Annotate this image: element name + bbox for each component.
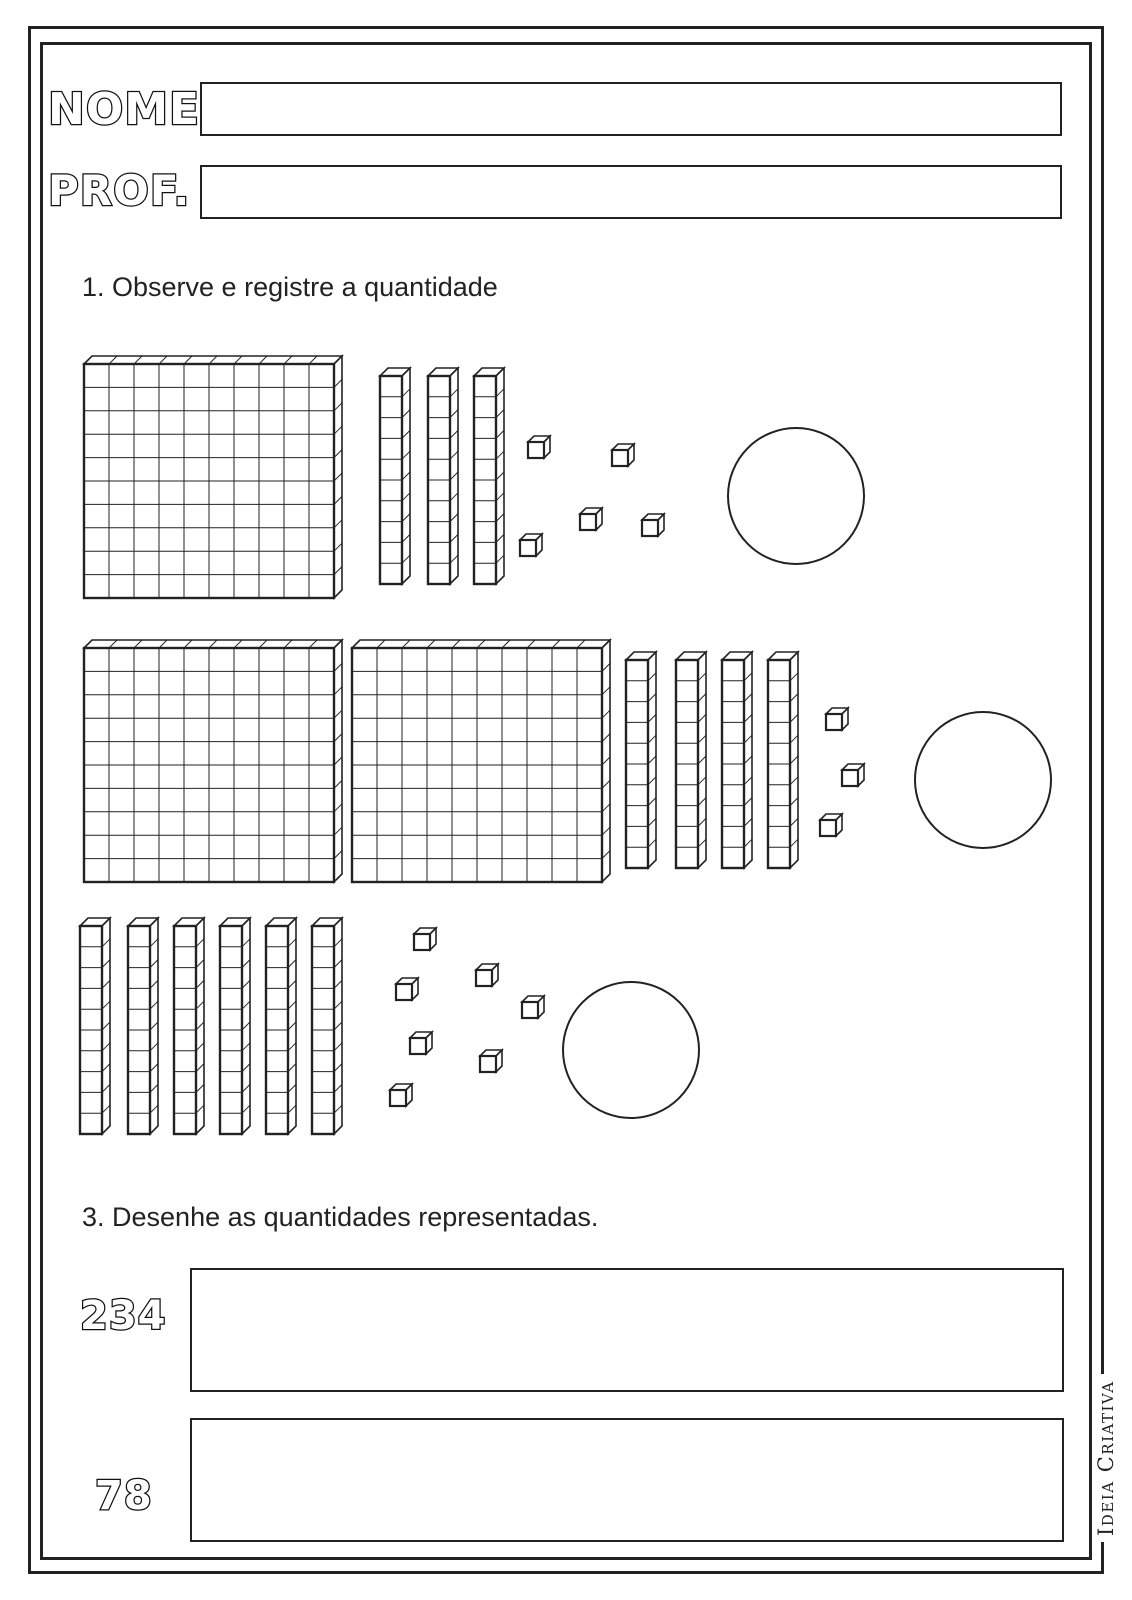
- nome-label: NOME: [48, 84, 201, 135]
- unit-cube-1-4: [642, 514, 664, 536]
- unit-cube-3-7: [390, 1084, 412, 1106]
- unit-cube-3-5: [410, 1032, 432, 1054]
- hundred-block-2-2: [352, 640, 610, 882]
- ten-rod-1-1: [380, 368, 410, 584]
- unit-cube-1-3: [580, 508, 602, 530]
- answer-circle-1[interactable]: [727, 427, 865, 565]
- hundred-block-2-1: [84, 640, 342, 882]
- brand-label: Ideia Criativa: [1094, 1374, 1118, 1542]
- ten-rod-3-6: [312, 918, 342, 1134]
- unit-cube-2-2: [842, 764, 864, 786]
- answer-circle-2[interactable]: [914, 711, 1052, 849]
- unit-cube-3-6: [480, 1050, 502, 1072]
- unit-cube-2-1: [826, 708, 848, 730]
- ten-rod-1-3: [474, 368, 504, 584]
- ten-rod-1-2: [428, 368, 458, 584]
- unit-cube-2-3: [820, 814, 842, 836]
- unit-cube-1-1: [528, 436, 550, 458]
- quantity-234-label: 234: [80, 1293, 167, 1339]
- unit-cube-3-3: [476, 964, 498, 986]
- ten-rod-3-4: [220, 918, 250, 1134]
- prof-label: PROF.: [48, 166, 191, 215]
- ten-rod-3-3: [174, 918, 204, 1134]
- ten-rod-2-3: [722, 652, 752, 868]
- exercise-1-instruction: 1. Observe e registre a quantidade: [82, 272, 498, 302]
- answer-circle-3[interactable]: [562, 981, 700, 1119]
- ten-rod-3-1: [80, 918, 110, 1134]
- quantity-78-label: 78: [95, 1473, 153, 1519]
- unit-cube-3-2: [396, 978, 418, 1000]
- ten-rod-3-2: [128, 918, 158, 1134]
- unit-cube-3-4: [522, 996, 544, 1018]
- ten-rod-3-5: [266, 918, 296, 1134]
- unit-cube-1-5: [520, 534, 542, 556]
- ten-rod-2-4: [768, 652, 798, 868]
- draw-box-234[interactable]: [190, 1268, 1064, 1392]
- hundred-block-1-1: [84, 356, 342, 598]
- draw-box-78[interactable]: [190, 1418, 1064, 1542]
- exercise-3-instruction: 3. Desenhe as quantidades representadas.: [82, 1202, 599, 1232]
- unit-cube-3-1: [414, 928, 436, 950]
- unit-cube-1-2: [612, 444, 634, 466]
- ten-rod-2-1: [626, 652, 656, 868]
- ten-rod-2-2: [676, 652, 706, 868]
